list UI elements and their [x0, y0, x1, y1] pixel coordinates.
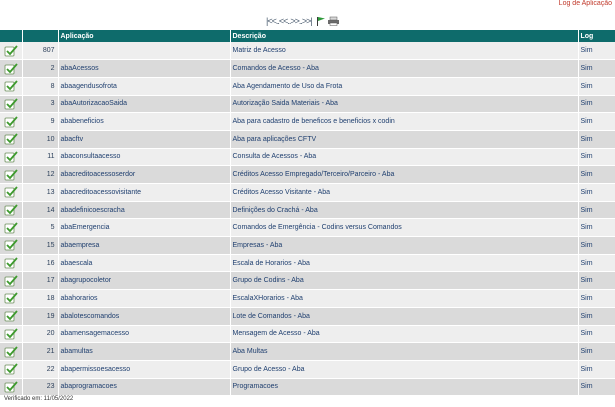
row-log: Sim	[578, 254, 615, 272]
row-descricao: Comandos de Acesso - Aba	[230, 60, 578, 78]
row-aplicacao[interactable]: abaprogramacoes	[58, 378, 230, 396]
row-descricao: Matriz de Acesso	[230, 42, 578, 60]
row-log: Sim	[578, 42, 615, 60]
row-id: 18	[22, 290, 58, 308]
checkmark-icon[interactable]	[0, 148, 22, 166]
checkmark-icon[interactable]	[0, 184, 22, 202]
row-descricao: Autorização Saida Materiais - Aba	[230, 95, 578, 113]
row-id: 19	[22, 307, 58, 325]
row-log: Sim	[578, 201, 615, 219]
table-row[interactable]	[0, 60, 615, 78]
checkmark-icon[interactable]	[0, 290, 22, 308]
row-id: 20	[22, 325, 58, 343]
table-row[interactable]	[0, 201, 615, 219]
row-log: Sim	[578, 184, 615, 202]
table-row[interactable]	[0, 360, 615, 378]
row-descricao: Mensagem de Acesso - Aba	[230, 325, 578, 343]
row-aplicacao[interactable]: abaconsultaacesso	[58, 148, 230, 166]
row-descricao: Empresas - Aba	[230, 237, 578, 255]
row-descricao: Lote de Comandos - Aba	[230, 307, 578, 325]
pager-navigation[interactable]: |<<..<<..>>..>>|	[266, 16, 312, 26]
row-aplicacao[interactable]: abaEmergencia	[58, 219, 230, 237]
table-row[interactable]	[0, 237, 615, 255]
row-aplicacao[interactable]: abamensagemacesso	[58, 325, 230, 343]
row-log: Sim	[578, 378, 615, 396]
column-header-log[interactable]: Log	[578, 30, 615, 42]
log-de-aplicacao-link[interactable]: Log de Aplicação	[558, 0, 612, 7]
row-id: 8	[22, 77, 58, 95]
row-descricao: EscalaXHorarios - Aba	[230, 290, 578, 308]
verified-date: Verificado em: 11/05/2022	[4, 396, 74, 402]
checkmark-icon[interactable]	[0, 360, 22, 378]
row-descricao: Comandos de Emergência - Codins versus Comandos	[230, 219, 578, 237]
row-id: 9	[22, 113, 58, 131]
table-row[interactable]	[0, 42, 615, 60]
row-aplicacao[interactable]: abacreditoacessoserdor	[58, 166, 230, 184]
row-aplicacao[interactable]: abaagendusofrota	[58, 77, 230, 95]
pager	[266, 16, 338, 26]
row-id: 14	[22, 201, 58, 219]
row-aplicacao[interactable]: abadefinicoescracha	[58, 201, 230, 219]
flag-icon[interactable]	[315, 16, 326, 26]
row-descricao: Consulta de Acessos - Aba	[230, 148, 578, 166]
row-descricao: Créditos Acesso Visitante - Aba	[230, 184, 578, 202]
checkmark-icon[interactable]	[0, 237, 22, 255]
row-id: 807	[22, 42, 58, 60]
row-log: Sim	[578, 290, 615, 308]
row-descricao: Escala de Horarios - Aba	[230, 254, 578, 272]
row-descricao: Aba para cadastro de beneficos e beneficios x codin	[230, 113, 578, 131]
row-aplicacao[interactable]: ababeneficios	[58, 113, 230, 131]
table-row[interactable]	[0, 254, 615, 272]
table-row[interactable]	[0, 307, 615, 325]
checkmark-icon[interactable]	[0, 343, 22, 361]
row-descricao: Grupo de Acesso - Aba	[230, 360, 578, 378]
row-id: 22	[22, 360, 58, 378]
row-id: 3	[22, 95, 58, 113]
table-row[interactable]	[0, 219, 615, 237]
row-descricao: Grupo de Codins - Aba	[230, 272, 578, 290]
row-log: Sim	[578, 237, 615, 255]
row-aplicacao[interactable]: abaAutorizacaoSaida	[58, 95, 230, 113]
row-id: 23	[22, 378, 58, 396]
row-id: 16	[22, 254, 58, 272]
row-aplicacao[interactable]: abaempresa	[58, 237, 230, 255]
table-row[interactable]	[0, 378, 615, 396]
column-header-descricao[interactable]: Descrição	[230, 30, 578, 42]
checkmark-icon[interactable]	[0, 254, 22, 272]
row-descricao: Aba Agendamento de Uso da Frota	[230, 77, 578, 95]
applications-table	[0, 30, 615, 396]
row-descricao: Créditos Acesso Empregado/Terceiro/Parceiro - Aba	[230, 166, 578, 184]
row-log: Sim	[578, 325, 615, 343]
table-row[interactable]	[0, 343, 615, 361]
row-aplicacao[interactable]: abacreditoacessovisitante	[58, 184, 230, 202]
row-log: Sim	[578, 60, 615, 78]
checkmark-icon[interactable]	[0, 95, 22, 113]
row-id: 21	[22, 343, 58, 361]
checkmark-icon[interactable]	[0, 42, 22, 60]
row-id: 17	[22, 272, 58, 290]
row-aplicacao[interactable]: abalotescomandos	[58, 307, 230, 325]
row-id: 13	[22, 184, 58, 202]
table-row[interactable]	[0, 272, 615, 290]
table-row[interactable]	[0, 77, 615, 95]
row-log: Sim	[578, 113, 615, 131]
row-log: Sim	[578, 360, 615, 378]
checkmark-icon[interactable]	[0, 166, 22, 184]
table-row[interactable]	[0, 113, 615, 131]
row-log: Sim	[578, 166, 615, 184]
row-aplicacao[interactable]: abaAcessos	[58, 60, 230, 78]
row-descricao: Definições do Crachá - Aba	[230, 201, 578, 219]
row-log: Sim	[578, 95, 615, 113]
checkmark-icon[interactable]	[0, 325, 22, 343]
row-log: Sim	[578, 148, 615, 166]
row-log: Sim	[578, 219, 615, 237]
row-descricao: Aba Multas	[230, 343, 578, 361]
row-log: Sim	[578, 307, 615, 325]
table-row[interactable]	[0, 290, 615, 308]
table-row[interactable]	[0, 148, 615, 166]
checkmark-icon[interactable]	[0, 307, 22, 325]
table-header	[0, 30, 615, 42]
column-header-id	[22, 30, 58, 42]
table-row[interactable]	[0, 95, 615, 113]
checkmark-icon[interactable]	[0, 219, 22, 237]
table-row[interactable]	[0, 130, 615, 148]
row-id: 5	[22, 219, 58, 237]
row-aplicacao[interactable]: abaescala	[58, 254, 230, 272]
row-id: 15	[22, 237, 58, 255]
table-row[interactable]	[0, 325, 615, 343]
row-id: 2	[22, 60, 58, 78]
checkmark-icon[interactable]	[0, 113, 22, 131]
row-descricao: Aba para aplicações CFTV	[230, 130, 578, 148]
column-header-aplicacao[interactable]: Aplicação	[58, 30, 230, 42]
checkmark-icon[interactable]	[0, 130, 22, 148]
checkmark-icon[interactable]	[0, 77, 22, 95]
row-log: Sim	[578, 343, 615, 361]
row-log: Sim	[578, 77, 615, 95]
row-aplicacao[interactable]	[58, 42, 230, 60]
row-aplicacao[interactable]: abagrupocoletor	[58, 272, 230, 290]
row-aplicacao[interactable]: abapermissoesacesso	[58, 360, 230, 378]
row-descricao: Programacoes	[230, 378, 578, 396]
row-log: Sim	[578, 130, 615, 148]
checkmark-icon[interactable]	[0, 378, 22, 396]
row-aplicacao[interactable]: abamultas	[58, 343, 230, 361]
row-log: Sim	[578, 272, 615, 290]
column-header-select	[0, 30, 22, 42]
printer-icon[interactable]	[327, 16, 338, 26]
table-row[interactable]	[0, 166, 615, 184]
row-aplicacao[interactable]: abacftv	[58, 130, 230, 148]
checkmark-icon[interactable]	[0, 60, 22, 78]
row-id: 11	[22, 148, 58, 166]
table-row[interactable]	[0, 184, 615, 202]
row-id: 10	[22, 130, 58, 148]
row-aplicacao[interactable]: abahorarios	[58, 290, 230, 308]
row-id: 12	[22, 166, 58, 184]
checkmark-icon[interactable]	[0, 201, 22, 219]
checkmark-icon[interactable]	[0, 272, 22, 290]
